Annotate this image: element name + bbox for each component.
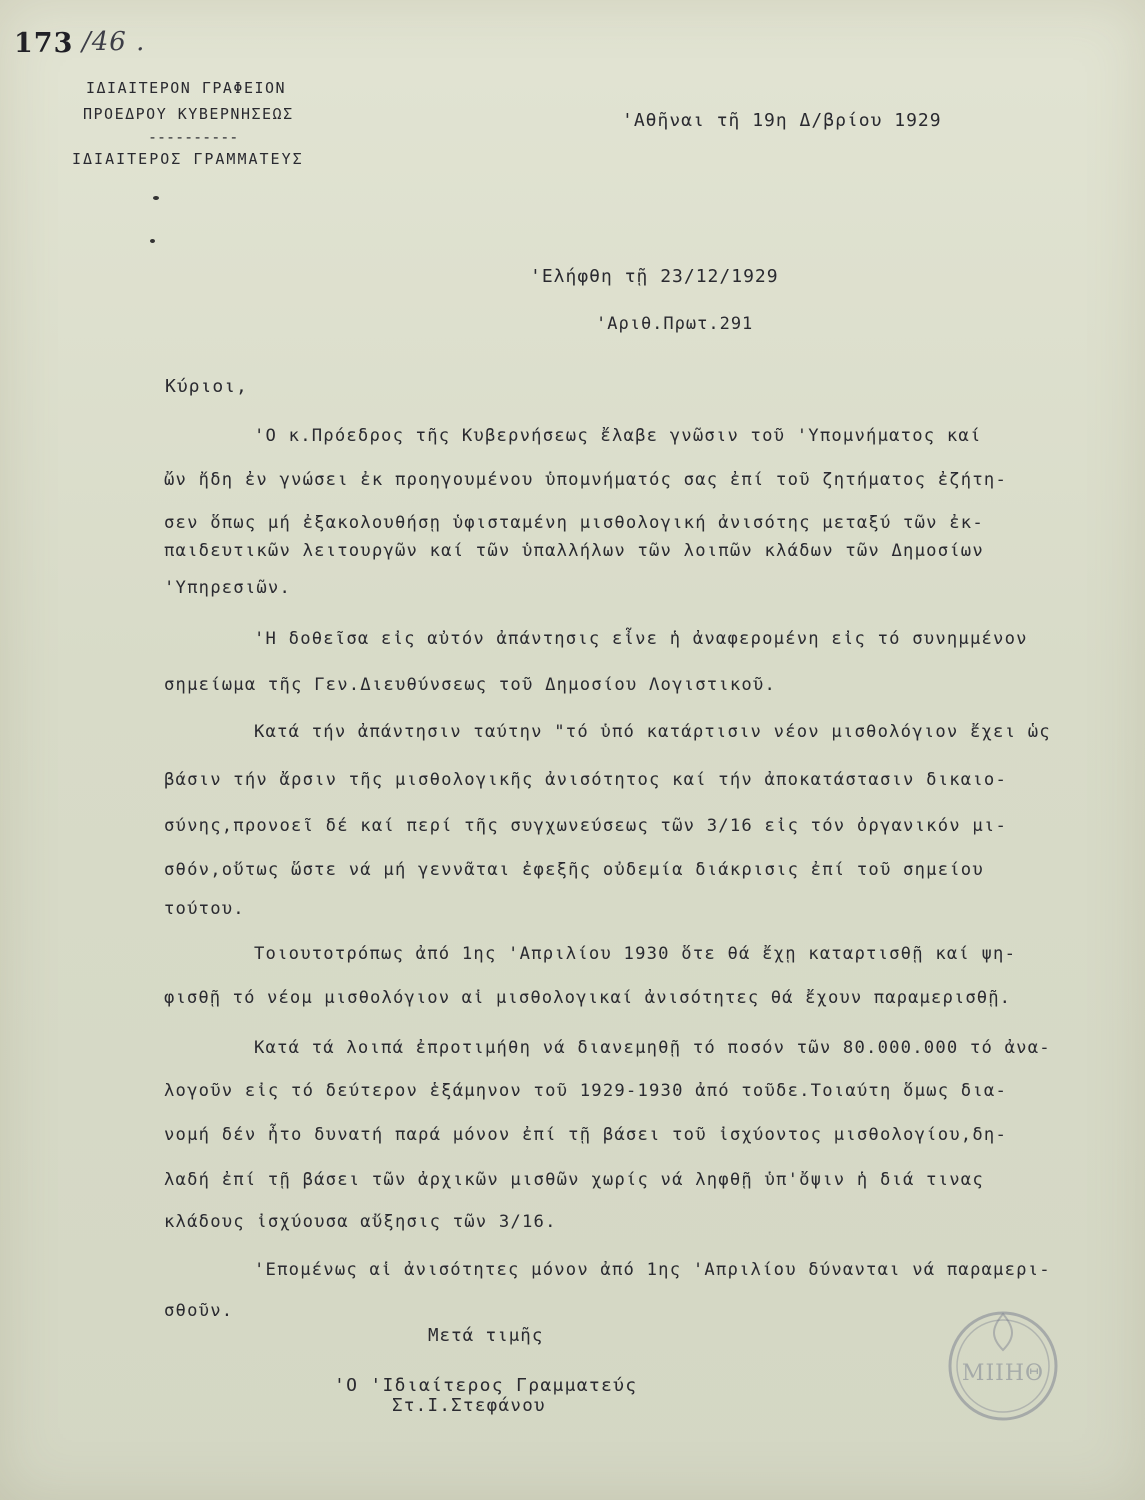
body-line: σημείωμα τῆς Γεν.Διευθύνσεως τοῦ Δημοσίου Λογιστικοῦ. (164, 675, 777, 695)
body-line: τούτου. (164, 899, 245, 919)
body-line: νομή δέν ἦτο δυνατή παρά μόνον ἐπί τῇ βάσει τοῦ ἰσχύοντος μισθολογίου,δη- (164, 1125, 1007, 1145)
letterhead-presidency: ΠΡΟΕΔΡΟΥ ΚΥΒΕΡΝΗΣΕΩΣ (83, 105, 294, 123)
letterhead-secretary: ΙΔΙΑΙΤΕΡΟΣ ΓΡΑΜΜΑΤΕΥΣ (72, 150, 304, 168)
body-line: σθόν,οὕτως ὥστε νά μή γεννᾶται ἐφεξῆς οὐδεμία διάκρισις ἐπί τοῦ σημείου (164, 860, 984, 880)
letterhead-office: ΙΔΙΑΙΤΕΡΟΝ ΓΡΑΦΕΙΟΝ (86, 79, 287, 97)
signature-name: Στ.Ι.Στεφάνου (392, 1396, 546, 1416)
protocol-number: 'Αριθ.Πρωτ.291 (596, 314, 754, 334)
body-line: λογοῦν εἰς τό δεύτερον ἑξάμηνον τοῦ 1929-1930 ἀπό τοῦδε.Τοιαύτη ὅμως δια- (164, 1081, 1007, 1101)
body-line: Κατά τά λοιπά ἐπροτιμήθη νά διανεμηθῇ τό ποσόν τῶν 80.000.000 τό ἀνα- (254, 1038, 1051, 1058)
body-line: κλάδους ἰσχύουσα αὔξησις τῶν 3/16. (164, 1212, 557, 1232)
body-line: φισθῇ τό νέομ μισθολόγιον αἱ μισθολογικαί ἀνισότητες θά ἔχουν παραμερισθῇ. (164, 988, 1012, 1008)
body-line: σύνης,προνοεῖ δέ καί περί τῆς συγχωνεύσεως τῶν 3/16 εἰς τόν ὀργανικόν μι- (164, 816, 1007, 836)
body-line: 'Επομένως αἱ ἀνισότητες μόνον ἀπό 1ης 'Απριλίου δύνανται νά παραμερι- (254, 1260, 1051, 1280)
body-line: 'Ο κ.Πρόεδρος τῆς Κυβερνήσεως ἔλαβε γνῶσιν τοῦ 'Υπομνήματος καί (254, 426, 982, 446)
body-line: σθοῦν. (164, 1301, 234, 1321)
body-line: Κατά τήν ἀπάντησιν ταύτην "τό ὑπό κατάρτισιν νέον μισθολόγιον ἔχει ὡς (254, 722, 1051, 742)
place-date: 'Αθῆναι τῆ 19η Δ/βρίου 1929 (622, 110, 942, 131)
closing: Μετά τιμῆς (428, 1326, 544, 1346)
body-line: βάσιν τήν ἄρσιν τῆς μισθολογικῆς ἀνισότητος καί τήν ἀποκατάστασιν δικαιο- (164, 770, 1007, 790)
archive-ref-handwritten: /46 . (82, 27, 146, 57)
received-date: 'Ελήφθη τῇ 23/12/1929 (530, 266, 779, 287)
salutation: Κύριοι, (165, 376, 248, 397)
body-line: 'Η δοθεῖσα εἰς αὐτόν ἀπάντησις εἶνε ἡ ἀναφερομένη εἰς τό συνημμένον (254, 629, 1028, 649)
signature-title: 'Ο 'Ιδιαίτερος Γραμματεύς (334, 1375, 638, 1396)
archive-stamp (946, 1308, 1060, 1424)
ink-mark (150, 239, 155, 243)
letterhead-divider: ---------- (148, 128, 239, 146)
archive-stamp-seal (946, 1308, 1060, 1424)
body-line: ὤν ἤδη ἐν γνώσει ἐκ προηγουμένου ὑπομνήματός σας ἐπί τοῦ ζητήματος ἐζήτη- (164, 470, 1007, 490)
ink-mark (153, 196, 159, 200)
body-line: παιδευτικῶν λειτουργῶν καί τῶν ὑπαλλήλων τῶν λοιπῶν κλάδων τῶν Δημοσίων (164, 541, 984, 561)
body-line: λαδή ἐπί τῇ βάσει τῶν ἀρχικῶν μισθῶν χωρίς νά ληφθῇ ὑπ'ὄψιν ἡ διά τινας (164, 1170, 984, 1190)
archive-ref-number: 173 (14, 28, 74, 59)
body-line: 'Υπηρεσιῶν. (164, 578, 292, 598)
body-line: σεν ὅπως μή ἐξακολουθήσῃ ὑφισταμένη μισθολογική ἀνισότης μεταξύ τῶν ἐκ- (164, 513, 984, 533)
body-line: Τοιουτοτρόπως ἀπό 1ης 'Απριλίου 1930 ὅτε θά ἔχῃ καταρτισθῇ καί ψη- (254, 944, 1017, 964)
archive-stamp-text: ΜΙΙΗΘ (961, 1361, 1045, 1386)
